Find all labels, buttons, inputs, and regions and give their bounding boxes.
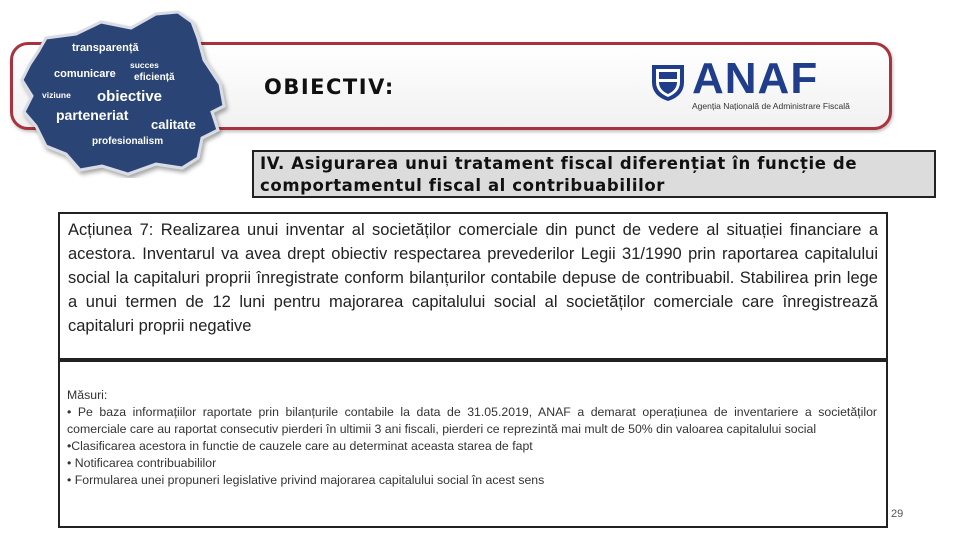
shield-icon — [650, 62, 686, 102]
map-word-transparenta: transparență — [72, 42, 139, 54]
anaf-wordmark: ANAF — [692, 54, 819, 103]
measure-item: •Clasificarea acestora in functie de cauzele care au determinat aceasta starea de fapt — [67, 439, 533, 453]
map-word-calitate: calitate — [151, 117, 196, 132]
measure-item: • Formularea unei propuneri legislative privind majorarea capitalului social în acest sens — [67, 473, 545, 487]
map-word-parteneriat: parteneriat — [56, 107, 129, 123]
measure-item: • Notificarea contribuabililor — [67, 456, 217, 470]
measures-heading: Măsuri: — [67, 388, 108, 402]
measures-box — [58, 360, 888, 528]
map-word-obiective: obiective — [97, 88, 163, 105]
anaf-logo — [650, 54, 870, 114]
map-word-succes: succes — [130, 60, 159, 70]
objective-box: IV. Asigurarea unui tratament fiscal diferențiat în funcție de comportamentul fiscal al contribuabililor — [252, 150, 936, 198]
action-box: Acțiunea 7: Realizarea unui inventar al societăților comerciale din punct de vedere al situației financiare a acestora. Inventarul va avea drept obiectiv respectarea prevederilor Legii 31/1990 prin raportarea capitalului social la capitaluri proprii înregistrate conform bilanțurilor contabile depuse de contribuabil. Stabilirea prin lege a unui termen de 12 luni pentru majorarea capitalului social al societăților comerciale care înregistrează capitaluri proprii negative — [58, 212, 888, 360]
anaf-subtitle: Agenția Națională de Administrare Fiscală — [692, 101, 850, 111]
romania-map-logo — [6, 8, 236, 178]
page-number: 29 — [891, 508, 904, 520]
page-title: OBIECTIV: — [264, 75, 395, 99]
map-word-viziune: viziune — [42, 90, 71, 100]
map-word-eficienta: eficiență — [134, 72, 175, 83]
map-word-comunicare: comunicare — [54, 68, 116, 80]
map-word-profesionalism: profesionalism — [92, 136, 164, 147]
measure-item: • Pe baza informațiilor raportate prin bilanțurile contabile la data de 31.05.2019, ANAF a demarat operațiunea de inventariere a societăților comerciale care au raportat consecutiv pierderi în ultimii 3 ani fiscali, pierderi ce reprezintă mai mult de 50% din valoarea capitalului social — [67, 405, 877, 436]
